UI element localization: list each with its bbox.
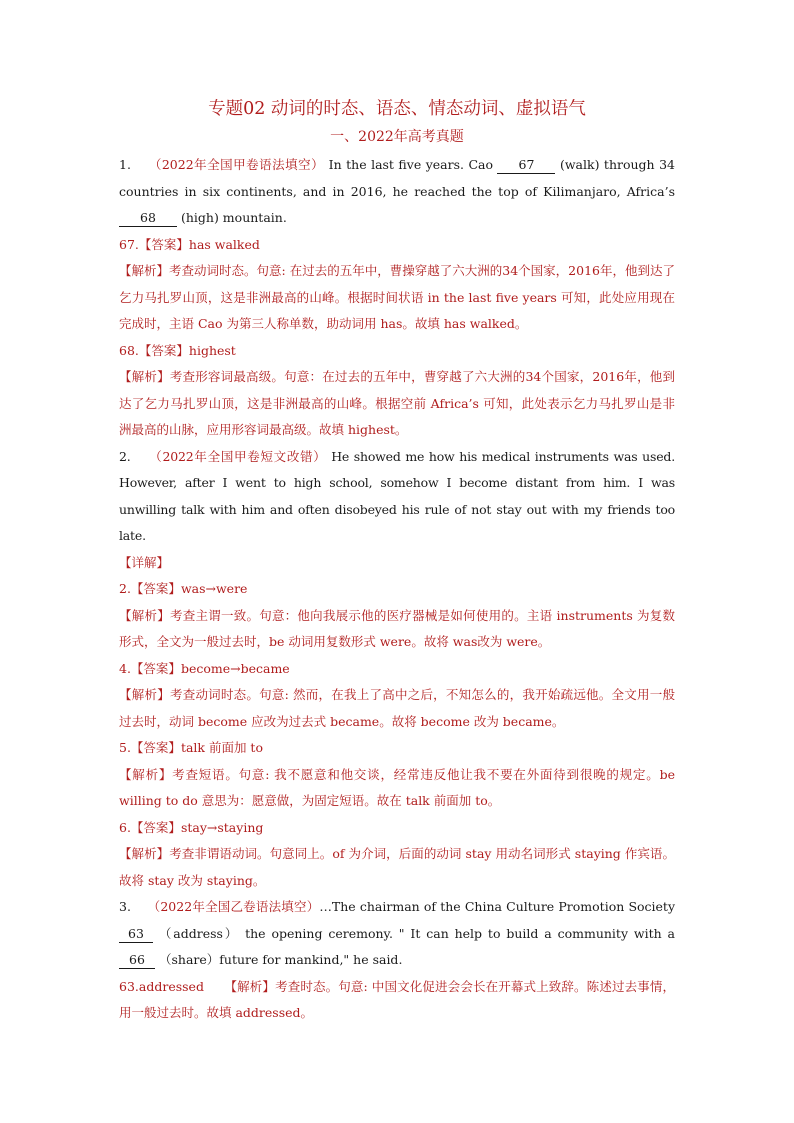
blank-68: 68 — [119, 210, 177, 227]
answer-68 — [119, 338, 675, 365]
analysis-4 — [119, 682, 675, 735]
answer-value: stay→staying — [180, 819, 264, 835]
question-number: 2. — [119, 448, 131, 464]
analysis-text: 考查时态。句意: 中国文化促进会会长在开幕式上致辞。陈述过去事情，用一般过去时。故填 addressed。 — [119, 978, 676, 1020]
answer-label: 63. — [119, 978, 139, 994]
question-text: …The chairman of the China Culture Promotion Society — [319, 899, 676, 914]
answer-6 — [119, 815, 675, 842]
answer-5 — [119, 735, 675, 762]
answer-label: 68.【答案】 — [119, 342, 189, 358]
answer-67 — [119, 232, 675, 259]
answer-63 — [119, 974, 675, 1027]
question-3 — [119, 894, 675, 974]
analysis-label: 【解析】 — [119, 766, 173, 782]
analysis-68 — [119, 364, 675, 444]
answer-value: has walked — [188, 236, 260, 252]
answer-label: 5.【答案】 — [119, 740, 181, 755]
question-number: 1. — [119, 157, 131, 172]
question-number: 3. — [119, 899, 131, 914]
question-source: （2022年全国乙卷语法填空） — [147, 899, 320, 914]
answer-label: 67.【答案】 — [119, 236, 189, 252]
analysis-label: 【解析】 — [119, 263, 170, 278]
analysis-text: 考查非谓语动词。句意同上。of 为介词，后面的动词 stay 用动名词形式 staying 作宾语。故将 stay 改为 staying。 — [119, 846, 675, 888]
analysis-label: 【解析】 — [119, 687, 170, 702]
detail-heading: 【详解】 — [119, 554, 170, 570]
question-source: （2022年全国甲卷短文改错） — [149, 448, 327, 464]
analysis-6 — [119, 841, 675, 894]
answer-value: addressed — [138, 978, 204, 994]
answer-label: 4.【答案】 — [119, 660, 181, 676]
question-text: (high) mountain. — [180, 210, 287, 225]
answer-label: 2.【答案】 — [119, 581, 181, 596]
question-source: （2022年全国甲卷语法填空） — [148, 157, 325, 172]
blank-67: 67 — [497, 157, 555, 174]
question-text: (walk) through 34 countries in six continents, and in 2016, he reached the top of Kilimanjaro, Africa’s — [119, 157, 675, 199]
analysis-text: 考查动词时态。句意: 然而，在我上了高中之后，不知怎么的，我开始疏远他。全文用一般过去时，动词 become 应改为过去式 became。故将 become 改为 became。 — [119, 687, 675, 729]
analysis-text: 考查形容词最高级。句意：在过去的五年中，曹穿越了六大洲的34个国家，2016年，他到达了乞力马扎罗山顶，这是非洲最高的山峰。根据空前 Africa’s 可知，此处表示乞力马扎罗山是非洲最高的山脉，应用形容词最高级。故填 highest。 — [119, 369, 675, 437]
analysis-text: 考查主谓一致。句意：他向我展示他的医疗器械是如何使用的。主语 instruments 为复数形式，全文为一般过去时，be 动词用复数形式 were。故将 was改为 were。 — [119, 607, 675, 649]
page-title: 专题02 动词的时态、语态、情态动词、虚拟语气 — [208, 99, 586, 119]
answer-value: was→were — [180, 581, 248, 596]
answer-value: become→became — [180, 660, 290, 676]
answer-value: talk 前面加 to — [180, 740, 263, 755]
analysis-5 — [119, 762, 675, 815]
analysis-text: 考查动词时态。句意: 在过去的五年中，曹操穿越了六大洲的34个国家，2016年，他到达了乞力马扎罗山顶，这是非洲最高的山峰。根据时间状语 in the last five years 可知，此处应用现在完成时，主语 Cao 为第三人称单数，助动词用 has。故填 has walked。 — [119, 263, 675, 331]
question-2 — [119, 444, 675, 550]
question-text: （share）future for mankind," he said. — [158, 952, 403, 967]
answer-4 — [119, 656, 675, 683]
question-text: （address） the opening ceremony. " It can help to build a community with a — [158, 925, 675, 941]
document-content — [119, 92, 675, 1027]
analysis-label: 【解析】 — [119, 369, 170, 384]
analysis-label: 【解析】 — [224, 978, 276, 994]
question-text: He showed me how his medical instruments was used. However, after I went to high school, somehow I become distant from him. I was unwilling talk with him and often disobeyed his rule of not stay out with my friends too late. — [119, 448, 675, 543]
analysis-label: 【解析】 — [119, 607, 170, 623]
analysis-label: 【解析】 — [119, 846, 170, 861]
analysis-67 — [119, 258, 675, 338]
question-1 — [119, 152, 675, 232]
section-heading: 一、2022年高考真题 — [330, 129, 464, 145]
analysis-2 — [119, 603, 675, 656]
blank-66: 66 — [119, 952, 155, 969]
answer-value: highest — [188, 342, 236, 358]
blank-63: 63 — [119, 926, 153, 943]
answer-label: 6.【答案】 — [119, 819, 181, 835]
analysis-text: 考查短语。句意: 我不愿意和他交谈，经常违反他让我不要在外面待到很晚的规定。be willing to do 意思为：愿意做，为固定短语。故在 talk 前面加 to。 — [119, 766, 675, 808]
answer-2 — [119, 576, 675, 603]
question-text: In the last five years. Cao — [328, 157, 493, 172]
